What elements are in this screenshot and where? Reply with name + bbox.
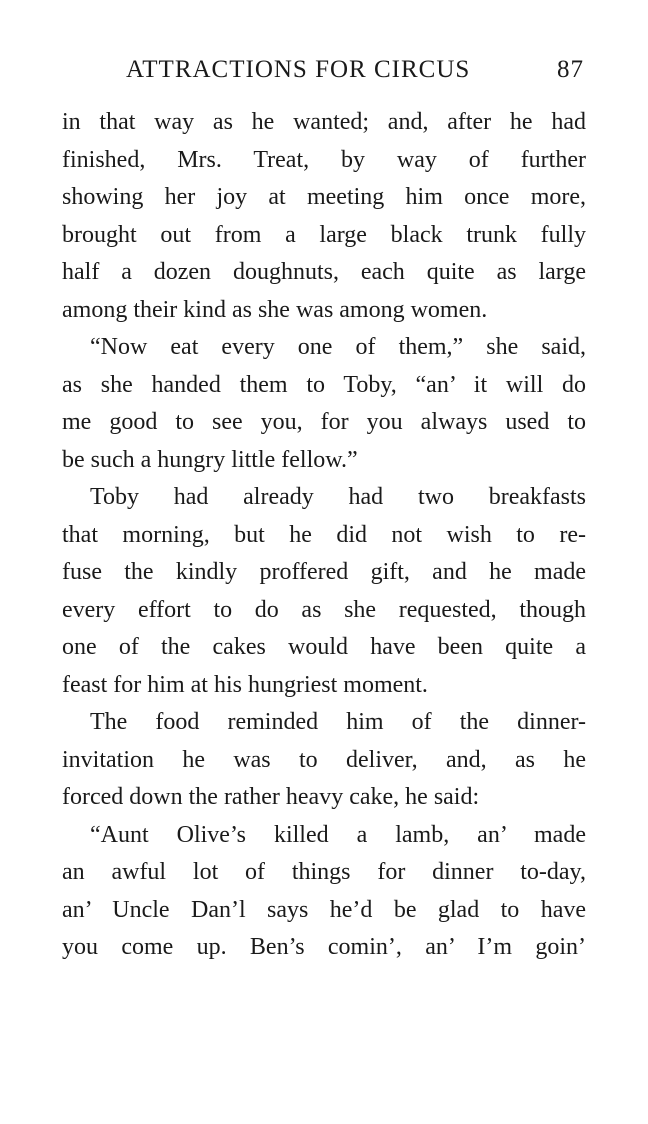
text-line: “Aunt Olive’s killed a lamb, an’ made (90, 821, 586, 848)
text-line: among their kind as she was among women. (62, 296, 488, 323)
text-line: Toby had already had two breakfasts (90, 484, 586, 510)
body-text (62, 104, 586, 967)
page-number: 87 (557, 56, 584, 83)
text-line: in that way as he wanted; and, after he had (62, 109, 586, 135)
text-line: every effort to do as she requested, though (62, 596, 586, 623)
text-line: be such a hungry little fellow.” (62, 446, 358, 473)
text-line: forced down the rather heavy cake, he said: (62, 784, 480, 810)
text-line: finished, Mrs. Treat, by way of further (62, 146, 586, 173)
text-line: an awful lot of things for dinner to-day, (62, 859, 586, 885)
text-line: me good to see you, for you always used to (62, 409, 586, 435)
text-line: half a dozen doughnuts, each quite as large (62, 259, 586, 285)
text-line: one of the cakes would have been quite a (62, 634, 586, 660)
running-title: ATTRACTIONS FOR CIRCUS (126, 56, 471, 83)
text-line: invitation he was to deliver, and, as he (62, 746, 586, 773)
running-head (62, 52, 586, 88)
text-line: “Now eat every one of them,” she said, (90, 334, 586, 360)
text-line: brought out from a large black trunk fully (62, 221, 586, 248)
text-line: an’ Uncle Dan’l says he’d be glad to have (62, 896, 586, 923)
text-line: as she handed them to Toby, “an’ it will do (62, 371, 586, 398)
text-line: that morning, but he did not wish to re- (62, 521, 586, 548)
text-line: feast for him at his hungriest moment. (62, 671, 428, 698)
text-line: you come up. Ben’s comin’, an’ I’m goin’ (62, 934, 586, 960)
text-line: showing her joy at meeting him once more, (62, 184, 586, 210)
text-line: The food reminded him of the dinner- (90, 709, 586, 735)
text-line: fuse the kindly proffered gift, and he made (62, 559, 586, 585)
